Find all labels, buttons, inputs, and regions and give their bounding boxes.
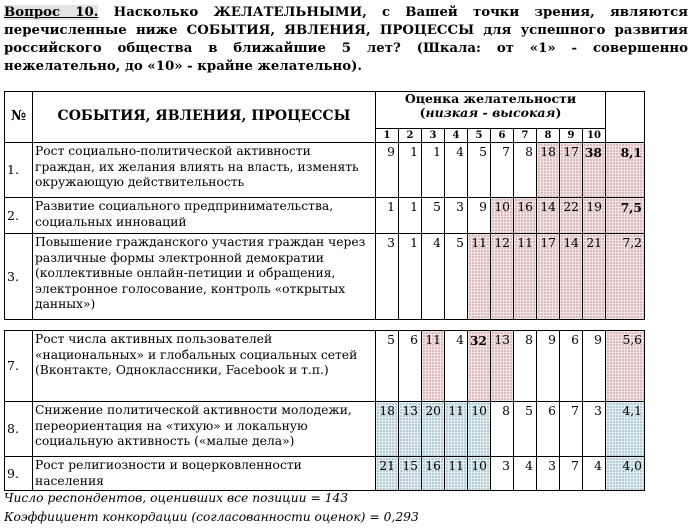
value-cell: 21	[583, 234, 606, 320]
value-cell: 14	[560, 234, 583, 320]
value-cell: 9	[537, 331, 560, 402]
value-cell: 5	[514, 402, 537, 457]
value-cell: 1	[399, 234, 422, 320]
row-text: Развитие социального предпринимательства, социальных инноваций	[33, 198, 376, 234]
average-cell: 8,1	[606, 143, 645, 198]
value-cell: 7	[560, 457, 583, 491]
value-cell: 8	[491, 402, 514, 457]
table-row	[5, 234, 645, 320]
row-number: 3.	[5, 234, 33, 320]
row-number: 1.	[5, 143, 33, 198]
value-cell: 13	[491, 331, 514, 402]
ratings-table-bottom	[4, 330, 645, 491]
value-cell: 12	[491, 234, 514, 320]
table-row	[5, 331, 645, 402]
scale-number: 9	[560, 129, 583, 143]
value-cell: 4	[514, 457, 537, 491]
row-text: Рост социально-политической активности граждан, их желания влиять на власть, изменять окружающую действительность	[33, 143, 376, 198]
scale-number: 10	[583, 129, 606, 143]
row-number: 9.	[5, 457, 33, 491]
question-body: Насколько ЖЕЛАТЕЛЬНЫМИ, с Вашей точки зрения, являются перечисленные ниже СОБЫТИЯ, ЯВЛЕНИЯ, ПРОЦЕССЫ для успешного развития российского общества в ближайшие 5 лет? (Шкала: от «1» - совершенно нежелательно, до «10» - крайне желательно).	[4, 5, 688, 74]
header-row	[5, 92, 645, 129]
value-cell: 5	[445, 234, 468, 320]
value-cell: 9	[583, 331, 606, 402]
average-cell: 5,6	[606, 331, 645, 402]
value-cell: 13	[399, 402, 422, 457]
value-cell: 16	[422, 457, 445, 491]
value-cell: 17	[537, 234, 560, 320]
value-cell: 15	[399, 457, 422, 491]
col-num-header: №	[5, 92, 33, 143]
ratings-table-top	[4, 91, 645, 320]
value-cell: 11	[445, 457, 468, 491]
row-number: 7.	[5, 331, 33, 402]
value-cell: 8	[514, 143, 537, 198]
value-cell: 6	[560, 331, 583, 402]
value-cell: 4	[422, 234, 445, 320]
value-cell: 10	[468, 402, 491, 457]
value-cell: 20	[422, 402, 445, 457]
question-text	[4, 4, 688, 76]
scale-number: 7	[514, 129, 537, 143]
respondents-note: Число респондентов, оценивших все позиции = 143	[4, 491, 349, 505]
row-text: Рост религиозности и воцерковленности населения	[33, 457, 376, 491]
row-text: Рост числа активных пользователей «национальных» и глобальных социальных сетей (Вконтакте, Одноклассники, Facebook и т.п.)	[33, 331, 376, 402]
scale-number: 1	[376, 129, 399, 143]
scale-number: 4	[445, 129, 468, 143]
value-cell: 3	[445, 198, 468, 234]
value-cell: 11	[422, 331, 445, 402]
table-row	[5, 402, 645, 457]
value-cell: 7	[491, 143, 514, 198]
value-cell: 9	[468, 198, 491, 234]
row-number: 2.	[5, 198, 33, 234]
scale-number: 5	[468, 129, 491, 143]
scale-number: 8	[537, 129, 560, 143]
average-cell: 4,1	[606, 402, 645, 457]
average-cell: 4,0	[606, 457, 645, 491]
scale-number: 6	[491, 129, 514, 143]
value-cell: 8	[514, 331, 537, 402]
value-cell: 5	[468, 143, 491, 198]
value-cell: 38	[583, 143, 606, 198]
col-events-header: СОБЫТИЯ, ЯВЛЕНИЯ, ПРОЦЕССЫ	[33, 92, 376, 143]
value-cell: 1	[399, 143, 422, 198]
value-cell: 17	[560, 143, 583, 198]
average-cell: 7,5	[606, 198, 645, 234]
table-row	[5, 457, 645, 491]
value-cell: 11	[514, 234, 537, 320]
value-cell: 22	[560, 198, 583, 234]
value-cell: 3	[491, 457, 514, 491]
value-cell: 6	[399, 331, 422, 402]
value-cell: 6	[537, 402, 560, 457]
value-cell: 4	[445, 331, 468, 402]
avg-header	[606, 92, 645, 143]
value-cell: 10	[468, 457, 491, 491]
scale-number: 2	[399, 129, 422, 143]
value-cell: 32	[468, 331, 491, 402]
value-cell: 1	[422, 143, 445, 198]
row-text: Снижение политической активности молодежи, переориентация на «тихую» и локальную социальную активность («малые дела»)	[33, 402, 376, 457]
average-cell: 7,2	[606, 234, 645, 320]
scale-number: 3	[422, 129, 445, 143]
question-label: Вопрос 10.	[4, 5, 99, 20]
value-cell: 4	[445, 143, 468, 198]
value-cell: 18	[537, 143, 560, 198]
value-cell: 21	[376, 457, 399, 491]
value-cell: 1	[399, 198, 422, 234]
value-cell: 11	[468, 234, 491, 320]
value-cell: 1	[376, 198, 399, 234]
value-cell: 3	[376, 234, 399, 320]
table-row	[5, 198, 645, 234]
value-cell: 7	[560, 402, 583, 457]
row-text: Повышение гражданского участия граждан через различные формы электронной демократии (коллективные онлайн-петиции и обращения, электронное голосование, контроль «открытых данных»)	[33, 234, 376, 320]
value-cell: 10	[491, 198, 514, 234]
value-cell: 4	[583, 457, 606, 491]
value-cell: 5	[376, 331, 399, 402]
row-number: 8.	[5, 402, 33, 457]
value-cell: 19	[583, 198, 606, 234]
value-cell: 11	[445, 402, 468, 457]
value-cell: 3	[583, 402, 606, 457]
value-cell: 16	[514, 198, 537, 234]
value-cell: 18	[376, 402, 399, 457]
value-cell: 3	[537, 457, 560, 491]
value-cell: 5	[422, 198, 445, 234]
table-row	[5, 143, 645, 198]
value-cell: 14	[537, 198, 560, 234]
scale-header: Оценка желательности (низкая - высокая)	[376, 92, 606, 129]
value-cell: 9	[376, 143, 399, 198]
concordance-note: Коэффициент конкордации (согласованности оценок) = 0,293	[4, 510, 419, 524]
